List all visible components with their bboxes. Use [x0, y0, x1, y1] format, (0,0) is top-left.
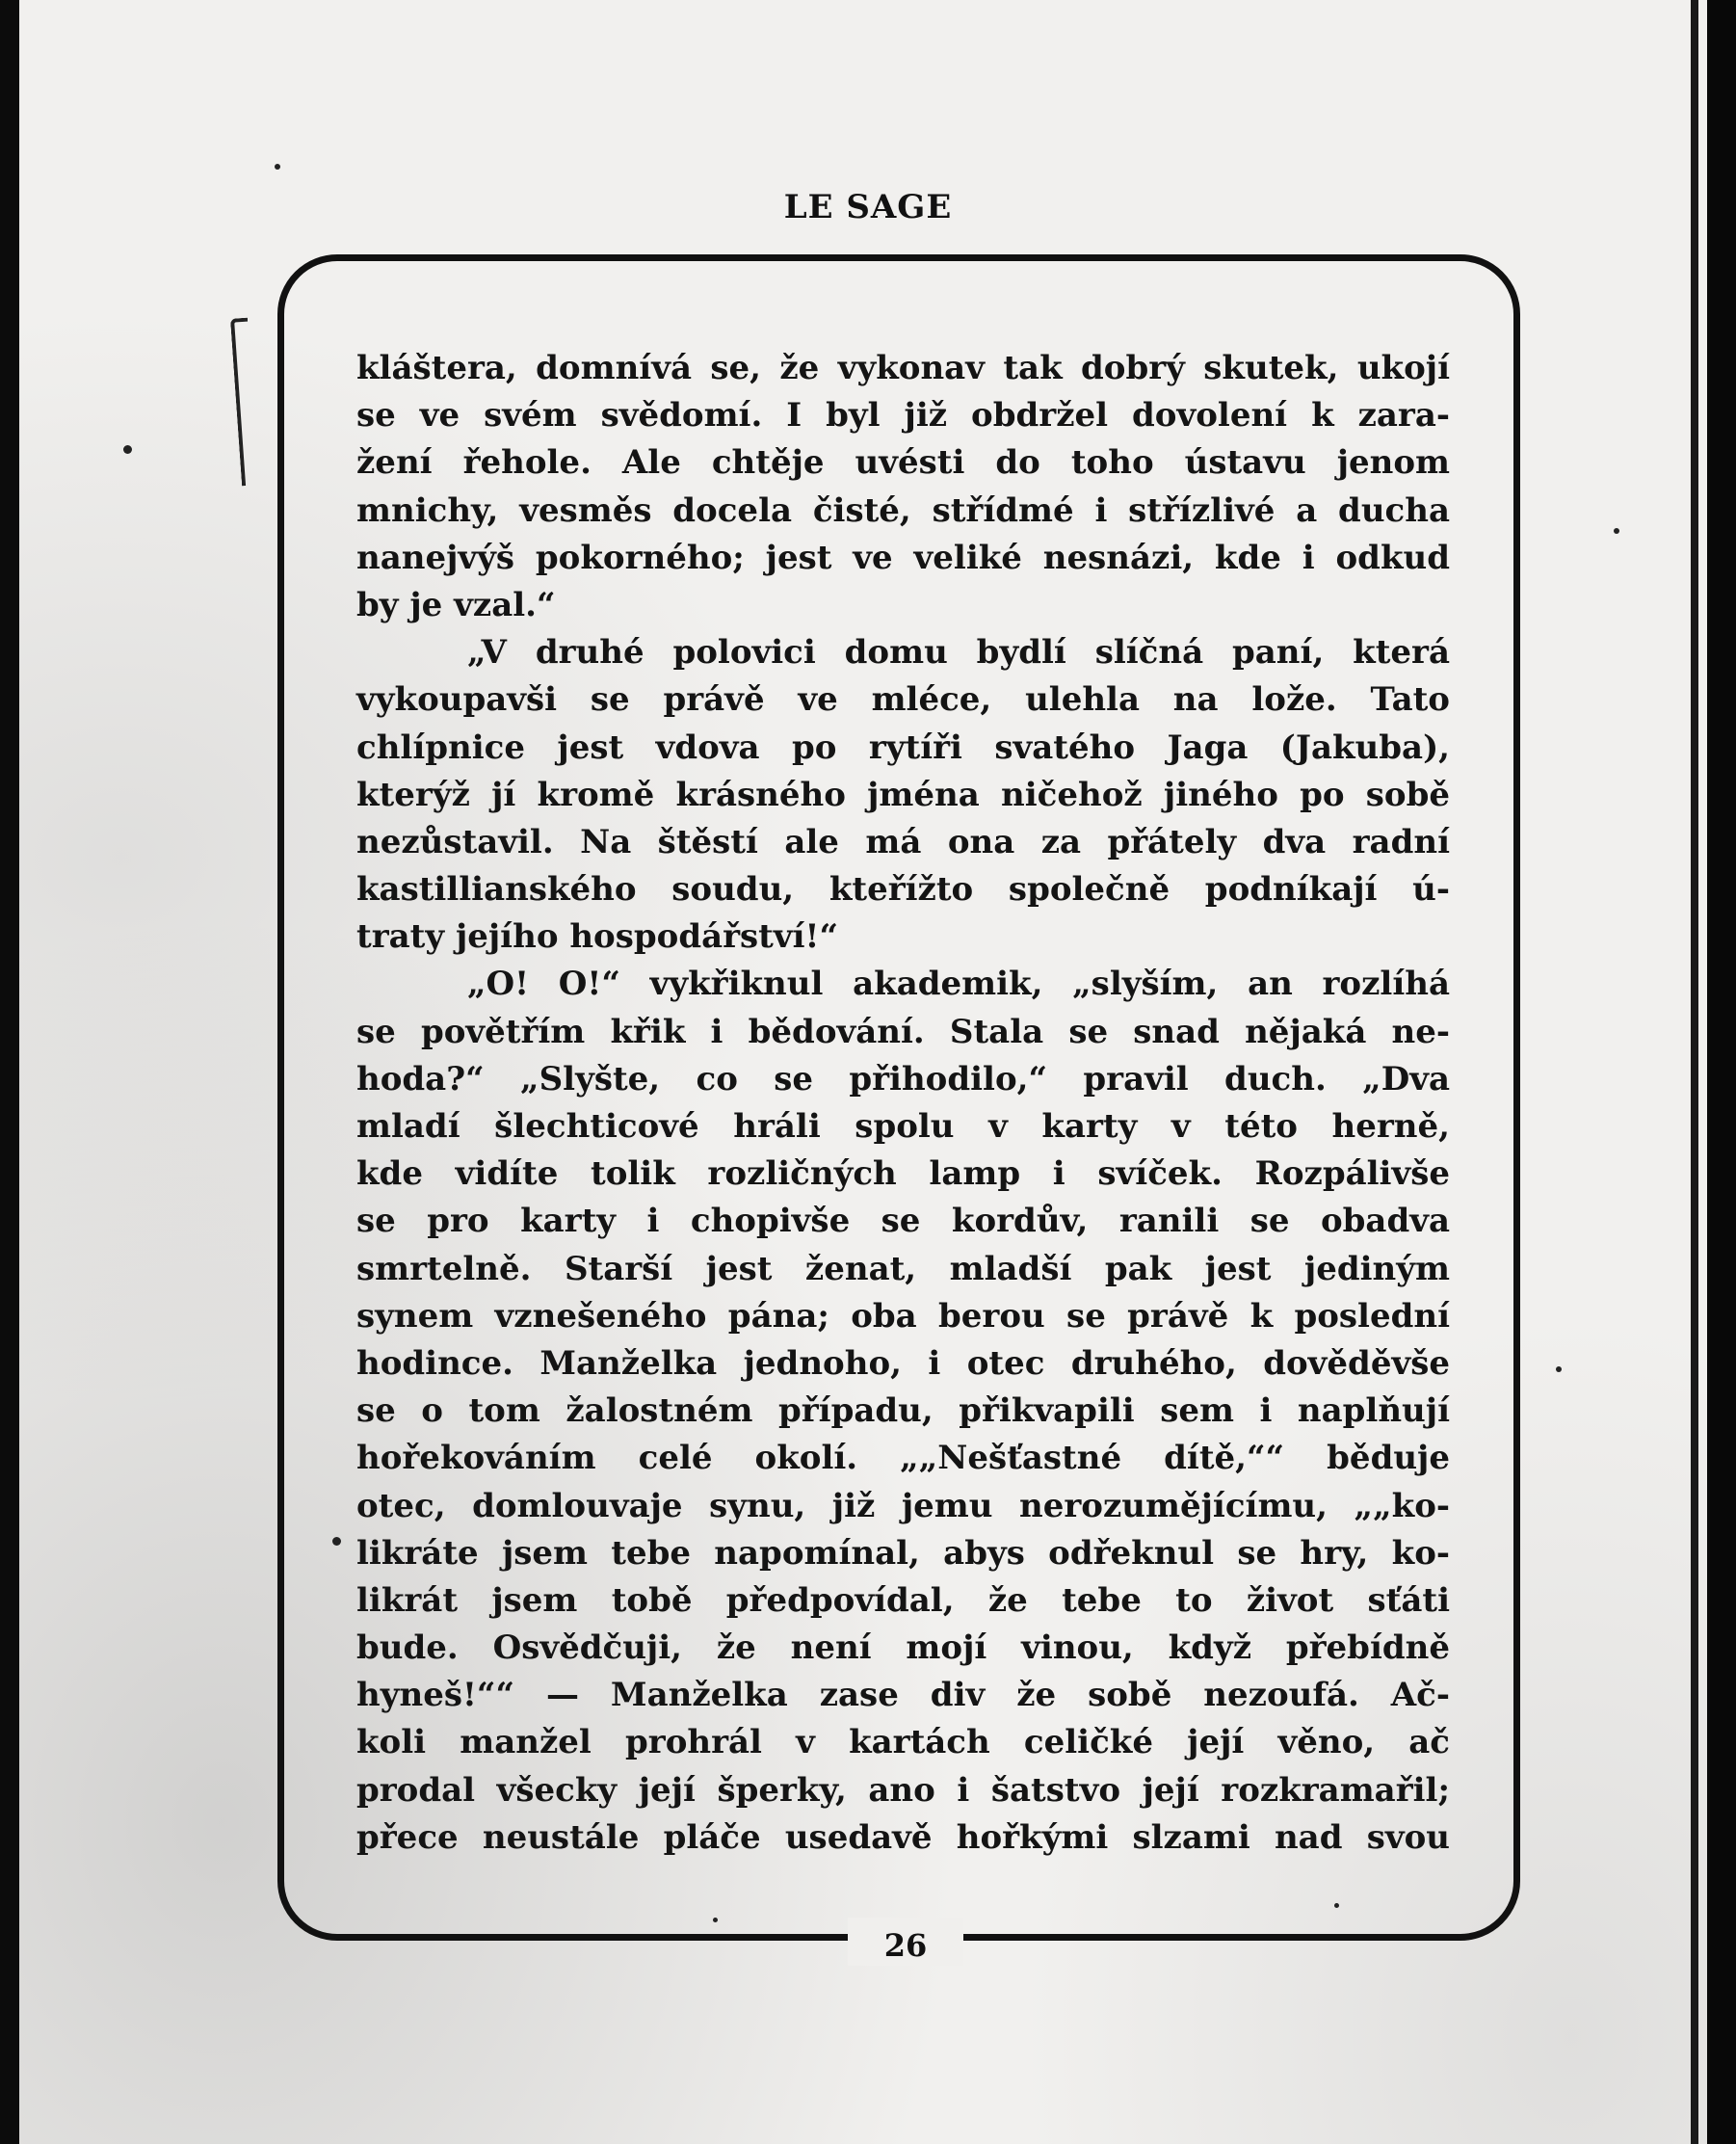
- text-line: chlípnice jest vdova po rytíři svatého Jaga (Jakuba),: [356, 728, 1450, 767]
- text-line: mladí šlechticové hráli spolu v karty v této herně,: [356, 1107, 1450, 1146]
- print-speck: [1614, 528, 1619, 534]
- text-line: hořekováním celé okolí. „„Nešťastné dítě,““ běduje: [356, 1439, 1450, 1478]
- text-line: kterýž jí kromě krásného jména ničehož jiného po sobě: [356, 775, 1450, 814]
- text-line: hyneš!““ — Manželka zase div že sobě nezoufá. Ač-: [356, 1676, 1450, 1715]
- print-speck: [1556, 1366, 1562, 1372]
- text-line: bude. Osvědčuji, že není mojí vinou, když přebídně: [356, 1628, 1450, 1668]
- body-text: [356, 345, 1450, 1862]
- text-line: koli manžel prohrál v kartách celičké její věno, ač: [356, 1723, 1450, 1762]
- text-line: traty jejího hospodářství!“: [356, 917, 839, 957]
- text-line: se ve svém svědomí. I byl již obdržel dovolení k zara-: [356, 396, 1450, 436]
- print-speck: [332, 1537, 341, 1546]
- print-speck: [275, 164, 280, 170]
- text-line: žení řehole. Ale chtěje uvésti do toho ústavu jenom: [356, 443, 1450, 483]
- text-line: prodal všecky její šperky, ano i šatstvo její rozkramařil;: [356, 1770, 1450, 1810]
- print-speck: [1334, 1903, 1339, 1908]
- text-line: nezůstavil. Na štěstí ale má ona za přátely dva radní: [356, 822, 1450, 861]
- text-line: „O! O!“ vykřiknul akademik, „slyším, an rozlíhá: [467, 965, 1450, 1004]
- text-line: se pro karty i chopivše se kordův, ranili se obadva: [356, 1202, 1450, 1241]
- print-speck: [713, 1918, 718, 1922]
- text-line: vykoupavši se právě ve mléce, ulehla na lože. Tato: [356, 680, 1450, 720]
- text-line: se povětřím křik i bědování. Stala se snad nějaká ne-: [356, 1012, 1450, 1051]
- text-line: smrtelně. Starší jest ženat, mladší pak jest jediným: [356, 1249, 1450, 1288]
- text-line: otec, domlouvaje synu, již jemu nerozumějícímu, „„ko-: [356, 1486, 1450, 1525]
- text-line: by je vzal.“: [356, 585, 556, 624]
- text-line: hodince. Manželka jednoho, i otec druhého, dověděvše: [356, 1343, 1450, 1383]
- text-line: mnichy, vesměs docela čisté, střídmé i střízlivé a ducha: [356, 490, 1450, 530]
- text-line: přece neustále pláče usedavě hořkými slzami nad svou: [356, 1817, 1450, 1857]
- running-head: LE SAGE: [783, 188, 953, 226]
- text-line: synem vznešeného pána; oba berou se právě k poslední: [356, 1296, 1450, 1336]
- text-line: kastillianského soudu, kteřížto společně podníkají ú-: [356, 870, 1450, 910]
- text-line: kde vidíte tolik rozličných lamp i svíček. Rozpálivše: [356, 1154, 1450, 1194]
- print-speck: [123, 445, 132, 454]
- text-line: se o tom žalostném případu, přikvapili sem i naplňují: [356, 1391, 1450, 1431]
- scan-border-right: [1707, 0, 1736, 2144]
- text-line: „V druhé polovici domu bydlí slíčná paní, která: [467, 633, 1450, 673]
- text-line: likrát jsem tobě předpovídal, že tebe to život sťáti: [356, 1580, 1450, 1620]
- text-line: likráte jsem tebe napomínal, abys odřeknul se hry, ko-: [356, 1533, 1450, 1573]
- text-line: kláštera, domnívá se, že vykonav tak dobrý skutek, ukojí: [356, 349, 1450, 387]
- page-edge-shadow: [1691, 0, 1698, 2144]
- page-number: 26: [883, 1927, 928, 1964]
- text-line: hoda?“ „Slyšte, co se přihodilo,“ pravil duch. „Dva: [356, 1059, 1450, 1098]
- text-line: nanejvýš pokorného; jest ve veliké nesnázi, kde i odkud: [356, 538, 1450, 577]
